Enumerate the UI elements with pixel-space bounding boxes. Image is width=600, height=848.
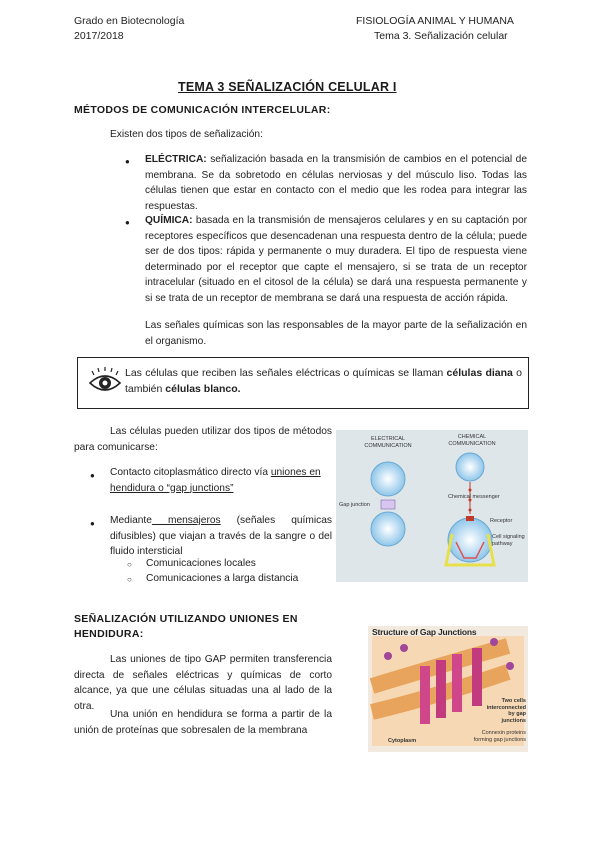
header-topic: Tema 3. Señalización celular: [374, 30, 508, 42]
callout-text: [125, 366, 522, 397]
label-chemical: CHEMICAL COMMUNICATION: [448, 434, 496, 447]
gap-paragraph-1: Las uniones de tipo GAP permiten transferencia directa de señales eléctricas y químicas de corto alcance, ya que une células situadas una al lado de la otra.: [74, 654, 332, 712]
electrica-label: ELÉCTRICA:: [145, 154, 207, 165]
figure2-title: Structure of Gap Junctions: [372, 627, 477, 637]
header-year: 2017/2018: [74, 30, 124, 42]
header-course: Grado en Biotecnología: [74, 15, 185, 27]
label-receptor: Receptor: [490, 518, 513, 524]
callout-text-pre: Las células que reciben las señales eléctricas o químicas se llaman: [125, 367, 447, 379]
method-item-2: [110, 513, 332, 560]
bullet-dot: ●: [125, 157, 130, 166]
gap-paragraph-2: Una unión en hendidura se forma a partir de la unión de proteínas que sobresalen de la membrana: [74, 709, 332, 736]
communication-figure: [336, 430, 528, 582]
quimica-extra: Las señales químicas son las responsables de la mayor parte de la señalización en el organismo.: [145, 320, 527, 347]
intro-text: Existen dos tipos de señalización:: [110, 129, 263, 140]
method-item-1-text: Contacto citoplasmático directo vía: [110, 467, 271, 478]
label-messenger: Chemical messenger: [448, 494, 500, 500]
callout-box: [77, 357, 529, 409]
quimica-text: basada en la transmisión de mensajeros celulares y en su captación por receptores específicos que desencadenan una respuesta dentro de la célula; puede ser de dos tipos: rápida y permanente o muy duradera. El tipo de respuesta viene determinado por el receptor que capte el mensajero, si se trata de un receptor intracelular (situado en el citosol de la célula) se dará una respuesta permanente y si se trata de un receptor de membrana se dará una respuesta de acción rápida.: [145, 215, 527, 304]
label-electrical: ELECTRICAL COMMUNICATION: [364, 436, 412, 449]
electrica-text: señalización basada en la transmisión de cambios en el potencial de membrana. Se da sobretodo en células nerviosas y del músculo liso. Todas las células tienen que estar en contacto con el medio que les rodea para integrar las respuestas.: [145, 154, 527, 212]
method-item-2-pre: Mediante: [110, 515, 152, 526]
gap-junction-figure: [368, 626, 528, 752]
quimica-paragraph: [145, 213, 527, 306]
section-heading-methods: MÉTODOS DE COMUNICACIÓN INTERCELULAR:: [74, 104, 331, 116]
sub-bullet-circle: ○: [127, 575, 132, 584]
callout-text-mid: o también: [125, 367, 522, 395]
section-heading-gap-2: HENDIDURA:: [74, 628, 144, 640]
callout-bold-blanco: células blanco.: [165, 382, 241, 395]
bullet-dot: ●: [90, 519, 95, 528]
bullet-dot: ●: [125, 218, 130, 227]
quimica-label: QUÍMICA:: [145, 215, 193, 226]
electrica-paragraph: [145, 152, 527, 214]
method-item-1: [110, 465, 332, 496]
sub-bullet-circle: ○: [127, 560, 132, 569]
callout-bold-diana: células diana: [446, 367, 513, 379]
bullet-dot: ●: [90, 471, 95, 480]
header-subject: FISIOLOGÍA ANIMAL Y HUMANA: [356, 15, 514, 27]
methods-intro: Las células pueden utilizar dos tipos de métodos para comunicarse:: [74, 426, 332, 453]
page-title: TEMA 3 SEÑALIZACIÓN CELULAR I: [178, 80, 397, 94]
section-heading-gap: SEÑALIZACIÓN UTILIZANDO UNIONES EN: [74, 613, 298, 625]
label-two-cells: Two cells interconnected by gap junctions: [486, 698, 526, 724]
eye-icon: [88, 367, 122, 399]
label-connexin: Connexin proteins forming gap junctions: [473, 730, 526, 743]
sub-item-distance: Comunicaciones a larga distancia: [146, 573, 299, 584]
label-gap-junction: Gap junction: [339, 502, 370, 508]
method-item-2-post: (señales químicas difusibles) que viajan a través de la sangre o del fluido intersticial: [110, 515, 332, 557]
label-pathway: Cell signaling pathway: [492, 534, 525, 547]
gap-junction-link: uniones en hendidura o “gap junctions”: [110, 467, 321, 494]
sub-item-local: Comunicaciones locales: [146, 558, 256, 569]
messenger-link: mensajeros: [151, 515, 221, 526]
label-cytoplasm: Cytoplasm: [388, 738, 417, 744]
